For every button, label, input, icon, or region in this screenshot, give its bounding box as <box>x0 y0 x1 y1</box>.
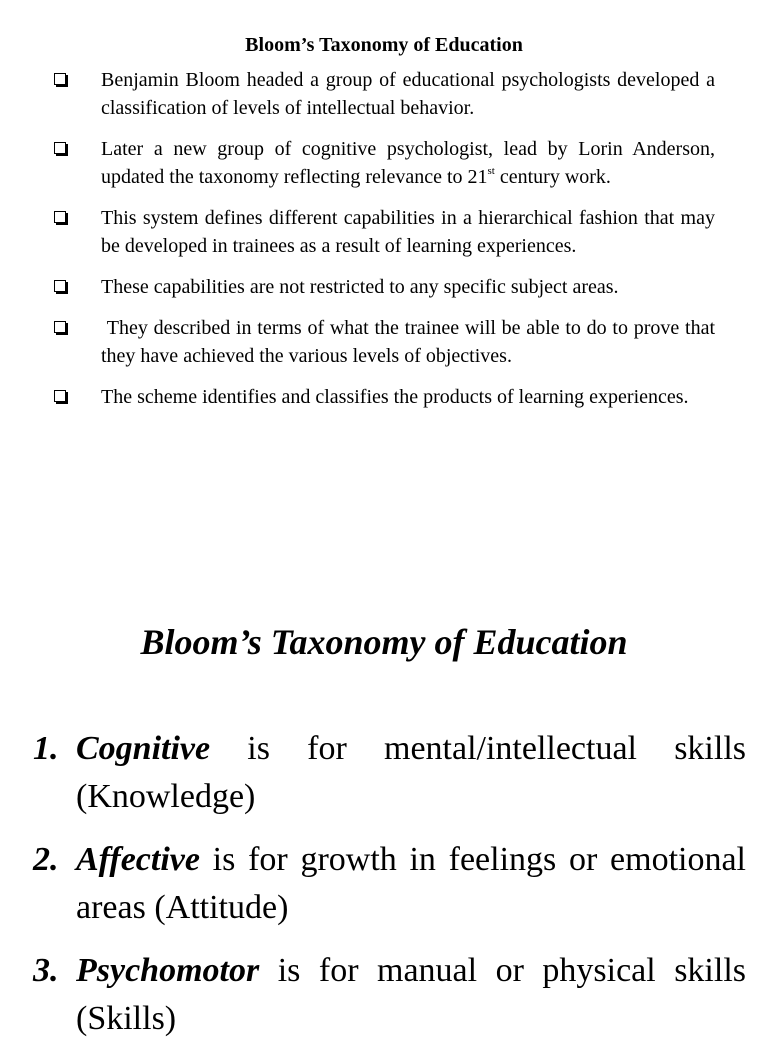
bullet-text: They described in terms of what the trainee will be able to do to prove that they have achieved the various levels of objectives. <box>101 317 721 367</box>
checkbox-bullet-icon <box>54 321 66 333</box>
taxonomy-domain-item <box>0 836 746 932</box>
taxonomy-domain-item <box>0 947 746 1043</box>
checkbox-bullet-icon <box>54 73 66 85</box>
domain-description: is for manual or physical skills (Skills) <box>76 952 746 1037</box>
bullet-text: Later a new group of cognitive psychologist, lead by Lorin Anderson, updated the taxonomy reflecting relevance to 21 <box>101 138 715 188</box>
slide-2-title: Bloom’s Taxonomy of Education <box>140 622 628 662</box>
bullet-item <box>0 383 715 411</box>
taxonomy-domain-list <box>0 725 768 1058</box>
domain-term: Cognitive <box>76 730 211 767</box>
bullet-text: Benjamin Bloom headed a group of educational psychologists developed a classification of levels of intellectual behavior. <box>101 69 715 119</box>
taxonomy-domain-item <box>0 725 746 821</box>
checkbox-bullet-icon <box>54 211 66 223</box>
checkbox-bullet-icon <box>54 142 66 154</box>
bullet-text: This system defines different capabilities in a hierarchical fashion that may be developed in trainees as a result of learning experiences. <box>101 207 715 257</box>
item-number: 3. <box>33 952 59 989</box>
domain-description: is for growth in feelings or emotional areas (Attitude) <box>76 841 746 926</box>
bullet-item <box>0 135 715 191</box>
checkbox-bullet-icon <box>54 280 66 292</box>
item-number: 2. <box>33 841 59 878</box>
ordinal-superscript: st <box>487 165 495 177</box>
bullet-item <box>0 314 721 370</box>
bullet-text: These capabilities are not restricted to any specific subject areas. <box>101 276 619 298</box>
bullet-item <box>0 66 715 122</box>
domain-term: Psychomotor <box>76 952 260 989</box>
domain-term: Affective <box>76 841 200 878</box>
slide-1-title: Bloom’s Taxonomy of Education <box>245 34 523 56</box>
bullet-item <box>0 204 715 260</box>
domain-description: is for mental/intellectual skills (Knowledge) <box>76 730 746 815</box>
item-number: 1. <box>33 730 59 767</box>
bullet-item <box>0 273 715 301</box>
bullet-text: The scheme identifies and classifies the products of learning experiences. <box>101 386 689 408</box>
checkbox-bullet-icon <box>54 390 66 402</box>
bullet-list <box>0 66 768 424</box>
bullet-text-continued: century work. <box>494 166 611 188</box>
